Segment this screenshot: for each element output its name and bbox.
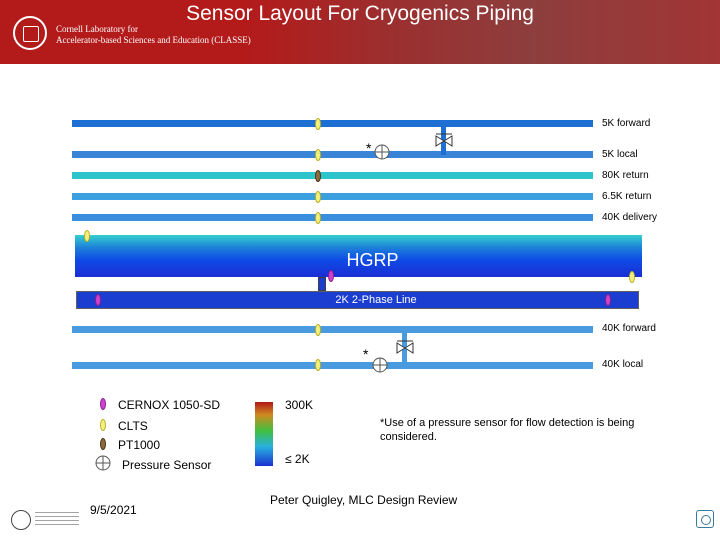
pipe-40k-forward <box>72 326 593 333</box>
pipe-label-40k-forward: 40K forward <box>602 323 656 334</box>
legend-cernox-swatch <box>100 398 106 410</box>
legend-pressure-sensor-icon <box>95 455 111 471</box>
pipe-label-5k-local: 5K local <box>602 149 638 160</box>
pipe-80k-return <box>72 172 593 179</box>
scale-top-label: 300K <box>285 398 314 412</box>
pipe-40k-local <box>72 362 593 369</box>
pipe-label-5k-forward: 5K forward <box>602 118 651 129</box>
pipe-label-40k-delivery: 40K delivery <box>602 212 658 223</box>
footer-logo-wordmark <box>35 512 79 528</box>
lab-name-line2: Accelerator-based Sciences and Education (CLASSE) <box>56 35 251 45</box>
pipe-5k-forward <box>72 120 593 127</box>
cornell-seal-logo <box>11 510 31 530</box>
slide-footer: Peter Quigley, MLC Design Review <box>270 493 458 507</box>
cernox-sensor <box>95 294 101 306</box>
scale-bottom-label: ≤ 2K <box>285 452 310 466</box>
clts-sensor <box>315 359 321 371</box>
cernox-sensor <box>605 294 611 306</box>
clts-sensor <box>315 324 321 336</box>
pipe-label-40k-local: 40K local <box>602 359 644 370</box>
pipe-6-5k-return <box>72 193 593 200</box>
pipe-label-6-5k-return: 6.5K return <box>602 191 652 202</box>
pressure-sensor-icon <box>374 144 390 160</box>
clts-sensor <box>629 271 635 283</box>
pressure-sensor-icon <box>372 357 388 373</box>
legend-pressure-label: Pressure Sensor <box>122 458 212 472</box>
hgrp-label: HGRP <box>346 250 399 270</box>
hgrp-pipe <box>75 235 642 277</box>
clts-sensor <box>315 149 321 161</box>
temperature-colorbar <box>255 402 273 466</box>
pipe-label-80k-return: 80K return <box>602 170 649 181</box>
lab-name-line1: Cornell Laboratory for <box>56 24 138 34</box>
valve-icon <box>434 133 454 149</box>
clts-sensor <box>84 230 90 242</box>
pt1000-sensor <box>315 170 321 182</box>
slide-date: 9/5/2021 <box>90 503 137 517</box>
corner-logo <box>696 510 714 528</box>
lab-name <box>56 24 251 46</box>
cernox-sensor <box>328 270 334 282</box>
valve-icon <box>395 340 415 356</box>
two-phase-line-label: 2K 2-Phase Line <box>335 294 417 306</box>
asterisk-marker: * <box>366 140 372 156</box>
clts-sensor <box>315 212 321 224</box>
legend-pt1000-swatch <box>100 438 106 450</box>
legend-clts-swatch <box>100 419 106 431</box>
hgrp-connector <box>318 277 326 291</box>
clts-sensor <box>315 191 321 203</box>
pipe-40k-delivery <box>72 214 593 221</box>
two-phase-line <box>76 291 639 309</box>
legend-clts-label: CLTS <box>118 419 148 433</box>
pipe-5k-local <box>72 151 593 158</box>
asterisk-marker: * <box>363 346 369 362</box>
pressure-sensor-note: *Use of a pressure sensor for flow detection is being considered. <box>380 417 635 443</box>
legend-pt1000-label: PT1000 <box>118 438 161 452</box>
clts-sensor <box>315 118 321 130</box>
legend-cernox-label: CERNOX 1050-SD <box>118 398 221 412</box>
slide-title: Sensor Layout For Cryogenics Piping <box>186 2 534 25</box>
header-banner <box>0 0 720 64</box>
